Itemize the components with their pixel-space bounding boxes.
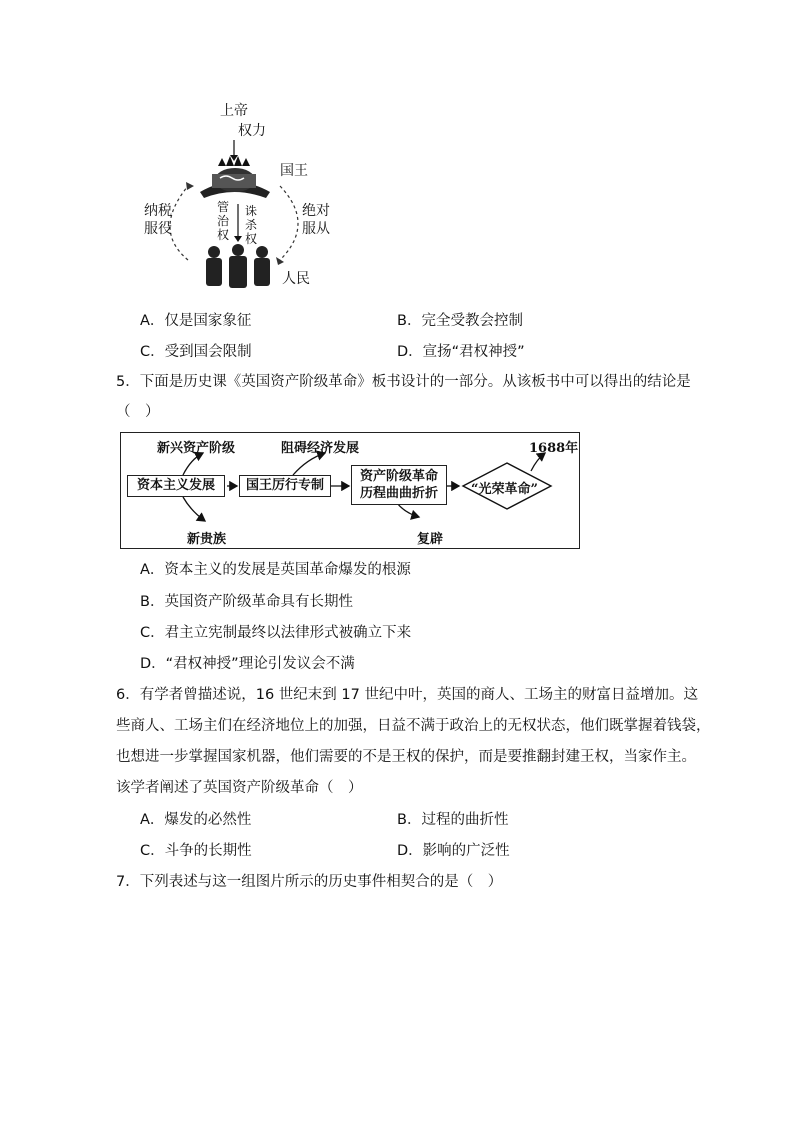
obey-arrow <box>280 186 298 260</box>
q6-option-c[interactable]: C．斗争的长期性 <box>140 843 252 859</box>
tax-arrow <box>170 186 188 260</box>
revolution-line1: 资产阶级革命 <box>359 469 438 484</box>
q5-question-line1: 5．下面是历史课《英国资产阶级革命》板书设计的一部分。从该板书中可以得出的结论是 <box>116 374 691 390</box>
q6-question-line3: 也想进一步掌握国家机器，他们需要的不是王权的保护，而是要推翻封建王权，当家作主。 <box>116 749 696 765</box>
tax-label-line2: 服役 <box>144 221 172 237</box>
tyranny-box: 国王厉行专制 <box>239 475 331 497</box>
tax-label-line1: 纳税 <box>144 203 172 219</box>
power-label: 权力 <box>238 123 266 139</box>
block-economy-label: 阻碍经济发展 <box>281 441 360 456</box>
q6-question-line1: 6．有学者曾描述说，16 世纪末到 17 世纪中叶，英国的商人、工场主的财富日益增加。这 <box>116 687 698 703</box>
obey-label-line1: 绝对 <box>302 203 330 219</box>
new-nobility-label: 新贵族 <box>187 532 227 547</box>
q5-question-line2: （ ） <box>116 404 160 420</box>
people-label: 人民 <box>282 271 310 287</box>
q6-option-d[interactable]: D．影响的广泛性 <box>397 843 510 859</box>
obey-label-line2: 服从 <box>302 221 330 237</box>
q4-option-b[interactable]: B．完全受教会控制 <box>397 313 523 329</box>
glorious-revolution-label: “光荣革命” <box>471 482 538 497</box>
kill-right-label: 诛杀权 <box>244 204 257 246</box>
new-bourgeoisie-label: 新兴资产阶级 <box>157 441 236 456</box>
govern-right-label: 管治权 <box>216 200 229 242</box>
divine-right-diagram <box>130 100 330 300</box>
people-figures <box>206 244 270 288</box>
q4-option-c[interactable]: C．受到国会限制 <box>140 344 252 360</box>
q4-option-a[interactable]: A．仅是国家象征 <box>140 313 252 329</box>
q6-option-a[interactable]: A．爆发的必然性 <box>140 812 252 828</box>
q5-option-c[interactable]: C．君主立宪制最终以法律形式被确立下来 <box>140 625 412 641</box>
blackboard-diagram <box>120 432 580 549</box>
god-label: 上帝 <box>220 103 248 119</box>
q6-question-line2: 些商人、工场主们在经济地位上的加强，日益不满于政治上的无权状态，他们既掌握着钱袋， <box>116 718 711 734</box>
q5-option-a[interactable]: A．资本主义的发展是英国革命爆发的根源 <box>140 562 411 578</box>
q5-option-d[interactable]: D．“君权神授”理论引发议会不满 <box>140 656 355 672</box>
q6-question-line4: 该学者阐述了英国资产阶级革命（ ） <box>116 780 363 796</box>
revolution-line2: 历程曲曲折折 <box>359 486 438 501</box>
q6-option-b[interactable]: B．过程的曲折性 <box>397 812 509 828</box>
year-1688-label: 1688年 <box>529 441 579 456</box>
revolution-box <box>351 465 447 505</box>
capitalism-box: 资本主义发展 <box>127 475 225 497</box>
q7-question-line1: 7．下列表述与这一组图片所示的历史事件相契合的是（ ） <box>116 874 503 890</box>
king-label: 国王 <box>280 163 308 179</box>
restoration-label: 复辟 <box>417 532 444 547</box>
q4-option-d[interactable]: D．宣扬“君权神授” <box>397 344 525 360</box>
q5-option-b[interactable]: B．英国资产阶级革命具有长期性 <box>140 594 353 610</box>
king-figure <box>200 156 270 198</box>
